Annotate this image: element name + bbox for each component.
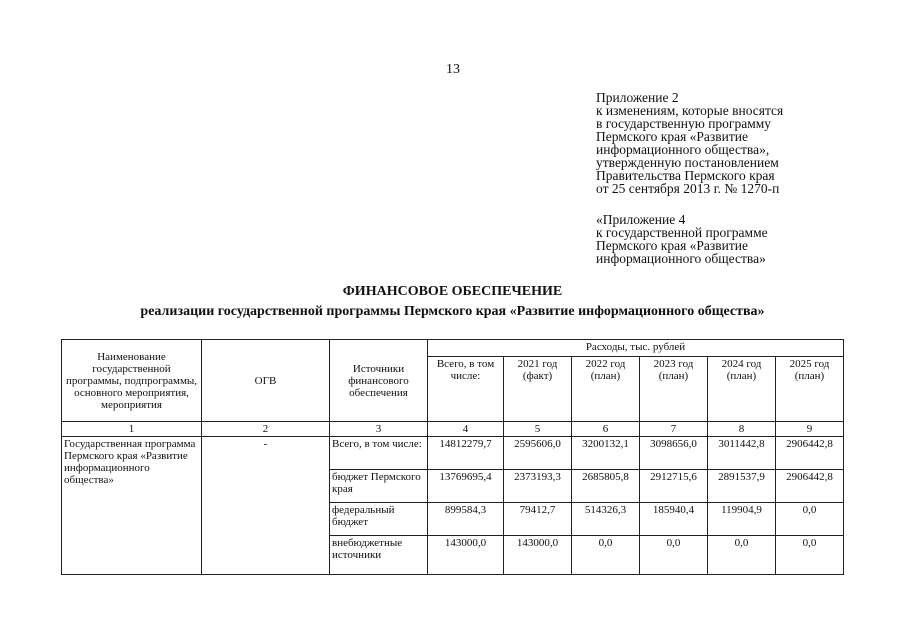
header-year-2025: 2025 год (план) <box>776 357 844 422</box>
column-number: 4 <box>428 422 504 437</box>
column-number: 6 <box>572 422 640 437</box>
header-sources: Источники финансового обеспечения <box>330 340 428 422</box>
appendix-line: Правительства Пермского края <box>596 168 775 183</box>
source-cell: Всего, в том числе: <box>330 437 428 470</box>
value-cell: 79412,7 <box>504 503 572 536</box>
appendix-line: Пермского края «Развитие <box>596 238 748 253</box>
appendix-line: к изменениям, которые вносятся <box>596 103 784 118</box>
column-number: 3 <box>330 422 428 437</box>
column-number: 9 <box>776 422 844 437</box>
document-subtitle: реализации государственной программы Пермского края «Развитие информационного общества» <box>140 304 765 319</box>
value-cell: 143000,0 <box>504 536 572 575</box>
source-cell: внебюджетные источники <box>330 536 428 575</box>
value-cell: 2891537,9 <box>708 470 776 503</box>
value-cell: 14812279,7 <box>428 437 504 470</box>
appendix-line: к государственной программе <box>596 225 768 240</box>
header-year-2024: 2024 год (план) <box>708 357 776 422</box>
column-number: 7 <box>640 422 708 437</box>
value-cell: 2906442,8 <box>776 470 844 503</box>
value-cell: 2912715,6 <box>640 470 708 503</box>
header-name: Наименование государственной программы, подпрограммы, основного мероприятия, мероприятия <box>62 340 202 422</box>
appendix-line: Пермского края «Развитие <box>596 129 748 144</box>
appendix-line: от 25 сентября 2013 г. № 1270-п <box>596 181 780 196</box>
value-cell: 2906442,8 <box>776 437 844 470</box>
source-cell: федеральный бюджет <box>330 503 428 536</box>
table-row <box>62 437 844 470</box>
page-number: 13 <box>446 62 460 77</box>
source-cell: бюджет Пермского края <box>330 470 428 503</box>
value-cell: 899584,3 <box>428 503 504 536</box>
value-cell: 2373193,3 <box>504 470 572 503</box>
header-year-2023: 2023 год (план) <box>640 357 708 422</box>
value-cell: 514326,3 <box>572 503 640 536</box>
appendix-line: Приложение 2 <box>596 90 679 105</box>
value-cell: 13769695,4 <box>428 470 504 503</box>
value-cell: 3098656,0 <box>640 437 708 470</box>
value-cell: 2685805,8 <box>572 470 640 503</box>
header-year-2022: 2022 год (план) <box>572 357 640 422</box>
appendix-block <box>596 91 896 195</box>
header-ogv: ОГВ <box>202 340 330 422</box>
appendix-second-block <box>596 213 896 265</box>
value-cell: 119904,9 <box>708 503 776 536</box>
header-expenses: Расходы, тыс. рублей <box>428 340 844 357</box>
value-cell: 185940,4 <box>640 503 708 536</box>
program-name-cell: Государственная программа Пермского края «Развитие информационного общества» <box>62 437 202 575</box>
header-total: Всего, в том числе: <box>428 357 504 422</box>
document-title: ФИНАНСОВОЕ ОБЕСПЕЧЕНИЕ <box>342 284 563 299</box>
value-cell: 3200132,1 <box>572 437 640 470</box>
value-cell: 3011442,8 <box>708 437 776 470</box>
value-cell: 0,0 <box>640 536 708 575</box>
value-cell: 0,0 <box>572 536 640 575</box>
finance-table <box>61 339 844 575</box>
column-number: 1 <box>62 422 202 437</box>
value-cell: 0,0 <box>708 536 776 575</box>
column-number: 2 <box>202 422 330 437</box>
value-cell: 0,0 <box>776 503 844 536</box>
appendix-line: «Приложение 4 <box>596 212 686 227</box>
value-cell: 2595606,0 <box>504 437 572 470</box>
value-cell: 0,0 <box>776 536 844 575</box>
header-year-2021: 2021 год (факт) <box>504 357 572 422</box>
appendix-line: информационного общества» <box>596 251 766 266</box>
ogv-cell: - <box>202 437 330 575</box>
appendix-line: информационного общества», <box>596 142 770 157</box>
column-number: 5 <box>504 422 572 437</box>
appendix-line: в государственную программу <box>596 116 772 131</box>
column-number: 8 <box>708 422 776 437</box>
appendix-line: утвержденную постановлением <box>596 155 779 170</box>
value-cell: 143000,0 <box>428 536 504 575</box>
